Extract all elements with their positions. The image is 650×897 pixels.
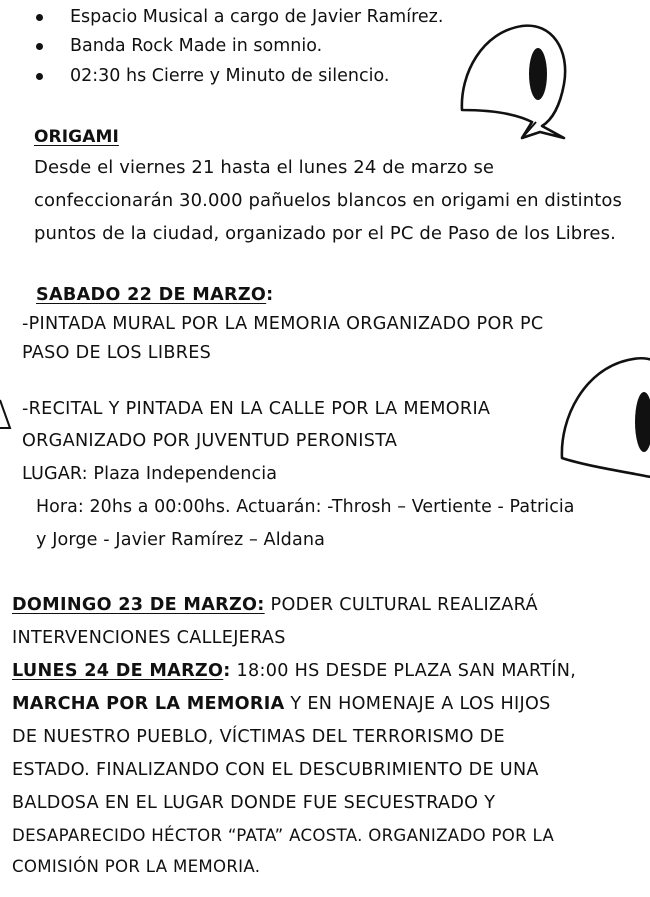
lunes-row	[12, 660, 576, 682]
sabado-heading: SABADO 22 DE MARZO	[36, 285, 267, 305]
bullet-icon	[36, 14, 43, 21]
sabado-recital-line: -RECITAL Y PINTADA EN LA CALLE POR LA MEMORIA	[22, 399, 491, 419]
origami-heading: ORIGAMI	[34, 127, 119, 147]
origami-line: puntos de la ciudad, organizado por el PC de Paso de los Libres.	[34, 223, 616, 244]
sabado-recital-line: ORGANIZADO POR JUVENTUD PERONISTA	[22, 431, 398, 451]
origami-line: confeccionarán 30.000 pañuelos blancos en origami en distintos	[34, 190, 623, 211]
lunes-line: COMISIÓN POR LA MEMORIA.	[12, 857, 261, 876]
domingo-text-cont: INTERVENCIONES CALLEJERAS	[12, 628, 286, 648]
sabado-heading-row	[36, 284, 274, 306]
lunes-line: BALDOSA EN EL LUGAR DONDE FUE SECUESTRADO Y	[12, 793, 496, 813]
lunes-text: 18:00 HS DESDE PLAZA SAN MARTÍN,	[230, 661, 577, 681]
lunes-line: DESAPARECIDO HÉCTOR “PATA” ACOSTA. ORGANIZADO POR LA	[12, 826, 555, 845]
scarf-fragment-icon	[0, 398, 14, 432]
sabado-lugar: LUGAR: Plaza Independencia	[22, 464, 278, 484]
lunes-heading-colon: :	[223, 661, 231, 681]
lunes-row-2	[12, 693, 551, 715]
lunes-line: ESTADO. FINALIZANDO CON EL DESCUBRIMIENTO DE UNA	[12, 760, 539, 780]
white-headscarf-icon	[556, 348, 650, 484]
white-headscarf-icon	[452, 14, 576, 142]
bullet-icon	[36, 73, 43, 80]
flyer-page: Espacio Musical a cargo de Javier Ramírez. Banda Rock Made in somnio. 02:30 hs Cierre y Minuto de silencio. ORIGAMI Desde el viernes 21 hasta el lunes 24 de marzo se confeccionarán 30.000 pañuelos blancos en origami en distintos puntos de la ciudad, organizado por el PC de Paso de los Libres. SABADO 22 DE MARZO: -PINTADA MURAL POR LA MEMORIA ORGANIZADO POR PC PASO DE LOS LIBRES -RECITAL Y PINTADA EN LA CALLE POR LA MEMORIA ORGANIZADO POR JUVENTUD PERONISTA LUGAR: Plaza Independencia Hora: 20hs a 00:00hs. Actuarán: -Throsh – Vertiente - Patricia y Jorge - Javier Ramírez – Aldana DOMINGO 23 DE MARZO: PODER CULTURAL REALIZARÁ INTERVENCIONES CALLEJERAS LUNES 24 DE MARZO: 18:00 HS DESDE PLAZA SAN MARTÍN, MARCHA POR LA MEMORIA Y EN HOMENAJE A LOS HIJOS DE NUESTRO PUEBLO, VÍCTIMAS DEL TERRORISMO DE ESTADO. FINALIZANDO CON EL DESCUBRIMIENTO DE UNA BALDOSA EN EL LUGAR DONDE FUE SECUESTRADO Y DESAPARECIDO HÉCTOR “PATA” ACOSTA. ORGANIZADO POR LA COMISIÓN POR LA MEMORIA.	[0, 0, 650, 897]
lunes-text-2: Y EN HOMENAJE A LOS HIJOS	[284, 694, 551, 714]
sabado-hora-cont: y Jorge - Javier Ramírez – Aldana	[36, 530, 325, 550]
lunes-bold: MARCHA POR LA MEMORIA	[12, 694, 285, 714]
sabado-mural-line: PASO DE LOS LIBRES	[22, 343, 212, 363]
origami-line: Desde el viernes 21 hasta el lunes 24 de marzo se	[34, 157, 495, 178]
lunes-heading: LUNES 24 DE MARZO	[12, 661, 224, 681]
sabado-heading-colon: :	[266, 285, 274, 305]
sabado-mural-line: -PINTADA MURAL POR LA MEMORIA ORGANIZADO POR PC	[22, 314, 544, 334]
lunes-line: DE NUESTRO PUEBLO, VÍCTIMAS DEL TERRORISMO DE	[12, 727, 505, 747]
bullet-icon	[36, 43, 43, 50]
domingo-row	[12, 594, 538, 616]
sabado-hora: Hora: 20hs a 00:00hs. Actuarán: -Throsh – Vertiente - Patricia	[36, 497, 575, 517]
domingo-text: PODER CULTURAL REALIZARÁ	[264, 595, 538, 615]
domingo-heading: DOMINGO 23 DE MARZO:	[12, 595, 265, 615]
